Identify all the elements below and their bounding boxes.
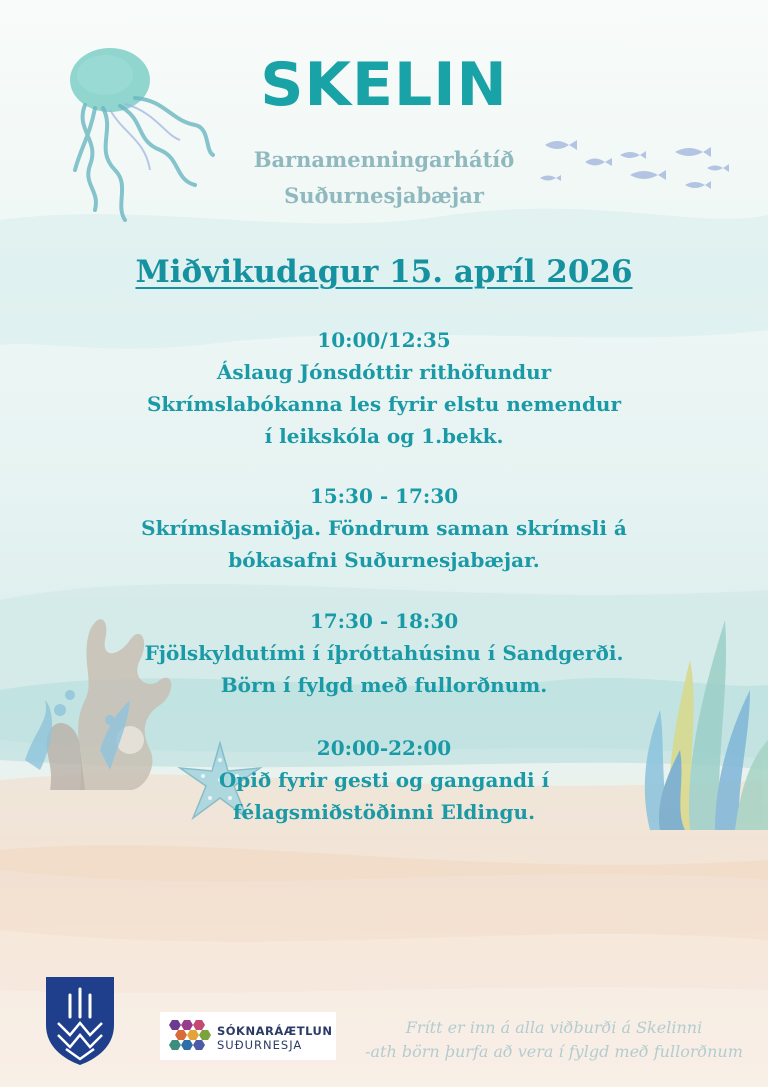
event-block	[0, 605, 768, 701]
sponsor-name-line-2: SUÐURNESJA	[217, 1038, 303, 1052]
event-line: Opið fyrir gesti og gangandi í	[218, 768, 550, 792]
sponsor-logo	[160, 1012, 336, 1060]
event-line: Áslaug Jónsdóttir rithöfundur	[216, 360, 552, 384]
event-line: Börn í fylgd með fullorðnum.	[220, 673, 548, 697]
event-line: Skrímslasmiðja. Föndrum saman skrímsli á	[141, 516, 627, 540]
event-date: Miðvikudagur 15. apríl 2026	[135, 254, 633, 290]
sponsor-name-line-1: SÓKNARÁÆTLUN	[217, 1024, 333, 1038]
event-line: Skrímslabókanna les fyrir elstu nemendur	[146, 392, 622, 416]
event-time: 15:30 - 17:30	[309, 484, 459, 508]
event-line: félagsmiðstöðinni Eldingu.	[232, 800, 536, 824]
event-block	[0, 480, 768, 576]
event-block	[0, 324, 768, 452]
event-line: bókasafni Suðurnesjabæjar.	[228, 548, 540, 572]
event-time: 10:00/12:35	[317, 328, 451, 352]
hexagon-logo-icon	[166, 1018, 214, 1054]
event-line: í leikskóla og 1.bekk.	[264, 424, 504, 448]
municipal-crest-icon	[44, 975, 116, 1067]
subtitle-line-1: Barnamenningarhátíð	[253, 147, 515, 172]
event-time: 20:00-22:00	[316, 736, 452, 760]
footer-line-1: Frítt er inn á alla viðburði á Skelinni	[405, 1018, 703, 1037]
event-line: Fjölskyldutími í íþróttahúsinu í Sandgerði.	[144, 641, 624, 665]
page-title: SKELIN	[260, 50, 508, 120]
event-block	[0, 732, 768, 828]
footer-line-2: -ath börn þurfa að vera í fylgd með fullorðnum	[365, 1042, 743, 1061]
event-time: 17:30 - 18:30	[309, 609, 459, 633]
subtitle-line-2: Suðurnesjabæjar	[284, 183, 484, 208]
footer-note	[345, 1016, 763, 1064]
